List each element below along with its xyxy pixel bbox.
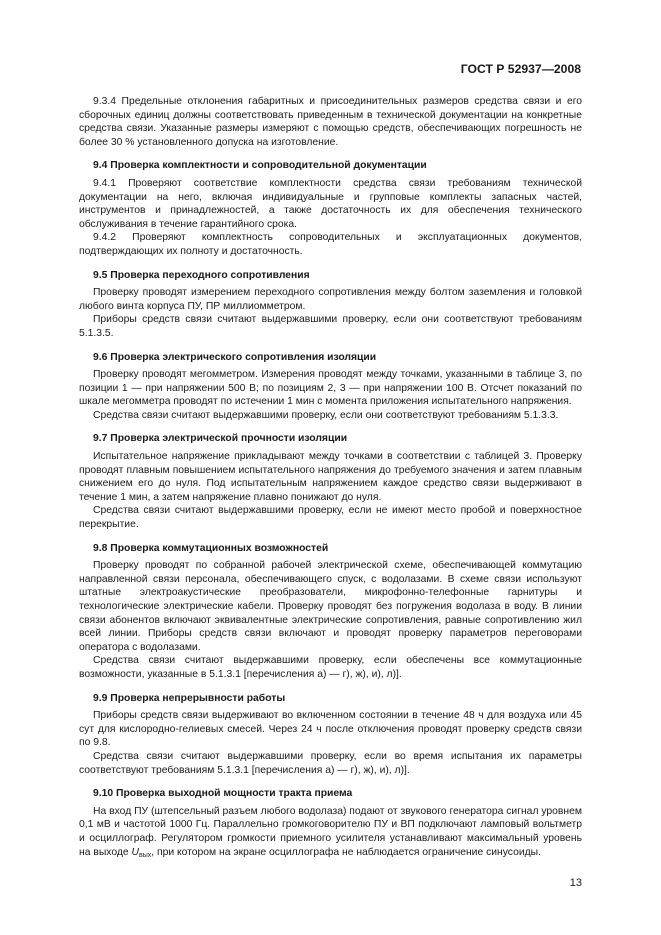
clause-9-4-2: 9.4.2 Проверяют комплектность сопроводительных и эксплуатационных документов, подтверждающих их полноту и достаточность. (79, 232, 582, 257)
paragraph-9-8-a: Проверку проводят по собранной рабочей электрической схеме, обеспечивающей коммутацию направленной связи персонала, обеспечивающего спуск, с водолазами. В схеме связи используют штатные электроакустические преобразователи, микрофонно-телефонные гарнитуры и технологические электрические кабели. Проверку проводят без погружения водолаза в воду. В линии связи абонентов включают эквивалентные электрические сопротивления, равные сопротивлению жил всей линии. Приборы средств связи включают и проводят проверку параметров переговорами оператора с водолазами. (79, 560, 582, 653)
paragraph-9-8-b: Средства связи считают выдержавшими проверку, если обеспечены все коммутационные возможности, указанные в 5.1.3.1 [перечисления а) — г), ж), и), л)]. (79, 655, 582, 680)
clause-9-3-4: 9.3.4 Предельные отклонения габаритных и присоединительных размеров средства связи и его сборочных единиц должны соответствовать приведенным в технической документации на конкретные средства связи. Указанные размеры измеряют с помощью средств, обеспечивающих погрешность не более 30 % установленного допуска на изготовление. (79, 96, 582, 148)
paragraph-9-6-a: Проверку проводят мегомметром. Измерения проводят между точками, указанными в таблице 3, по позиции 1 — при напряжении 500 В; по позициям 2, 3 — при напряжении 100 В. Отсчет показаний по шкале мегомметра проводят по истечении 1 мин с момента приложения испытательного напряжения. (79, 369, 582, 408)
document-body (79, 95, 582, 862)
voltage-symbol: U (131, 846, 139, 858)
paragraph-9-7-b: Средства связи считают выдержавшими проверку, если не имеют место пробой и поверхностное перекрытие. (79, 505, 582, 531)
paragraph-9-10 (79, 805, 582, 862)
clause-9-4-1: 9.4.1 Проверяют соответствие комплектности средства связи требованиям технической документации на него, включая индивидуальные и групповые комплекты запасных частей, инструментов и принадлежностей, а также достаточность их для обеспечения технического обслуживания в течение гарантийного срока. (79, 177, 582, 230)
heading-9-10: 9.10 Проверка выходной мощности тракта приема (93, 788, 353, 800)
paragraph-9-9-a: Приборы средств связи выдерживают во включенном состоянии в течение 48 ч для воздуха или 45 сут для кислородно-гелиевых смесей. Через 24 ч после отключения проводят проверку средств связи по 9.8. (79, 710, 582, 749)
heading-9-7: 9.7 Проверка электрической прочности изоляции (93, 433, 348, 445)
heading-9-8: 9.8 Проверка коммутационных возможностей (93, 542, 329, 554)
heading-9-4: 9.4 Проверка комплектности и сопроводительной документации (93, 160, 427, 172)
voltage-subscript: вых (139, 851, 152, 859)
paragraph-9-10-text: На вход ПУ (штепсельный разъем любого водолаза) подают от звукового генератора сигнал уровнем 0,1 мВ и частотой 1000 Гц. Параллельно громкоговорителю ПУ и ВП подключают ламповый вольтметр и осциллограф. Регулятором громкости приемного усилителя устанавливают максимальный уровень на выходе (79, 805, 582, 858)
paragraph-9-9-b: Средства связи считают выдержавшими проверку, если во время испытания их параметры соответствуют требованиям 5.1.3.1 [перечисления а) — г), ж), и), л)]. (79, 750, 582, 776)
page-number: 13 (569, 877, 582, 889)
paragraph-9-5-b: Приборы средств связи считают выдержавшими проверку, если они соответствуют требованиям 5.1.3.5. (79, 314, 582, 339)
heading-9-9: 9.9 Проверка непрерывности работы (93, 692, 286, 704)
paragraph-9-10-tail: , при котором на экране осциллографа не наблюдается ограничение синусоиды. (151, 846, 541, 858)
paragraph-9-5-a: Проверку проводят измерением переходного сопротивления между болтом заземления и головкой любого винта корпуса ПУ, ПР миллиомметром. (79, 287, 582, 312)
heading-9-6: 9.6 Проверка электрического сопротивления изоляции (93, 351, 377, 363)
heading-9-5: 9.5 Проверка переходного сопротивления (93, 269, 310, 281)
paragraph-9-7-a: Испытательное напряжение прикладывают между точками в соответствии с таблицей 3. Проверку проводят плавным повышением испытательного напряжения до требуемого значения и затем плавным снижением его до нуля. Под испытательным напряжением каждое средство связи выдерживают в течение 1 мин, а затем напряжение плавно понижают до нуля. (79, 451, 582, 503)
document-header-standard: ГОСТ Р 52937—2008 (460, 62, 581, 76)
paragraph-9-6-b: Средства связи считают выдержавшими проверку, если они соответствуют требованиям 5.1.3.3. (93, 409, 559, 421)
